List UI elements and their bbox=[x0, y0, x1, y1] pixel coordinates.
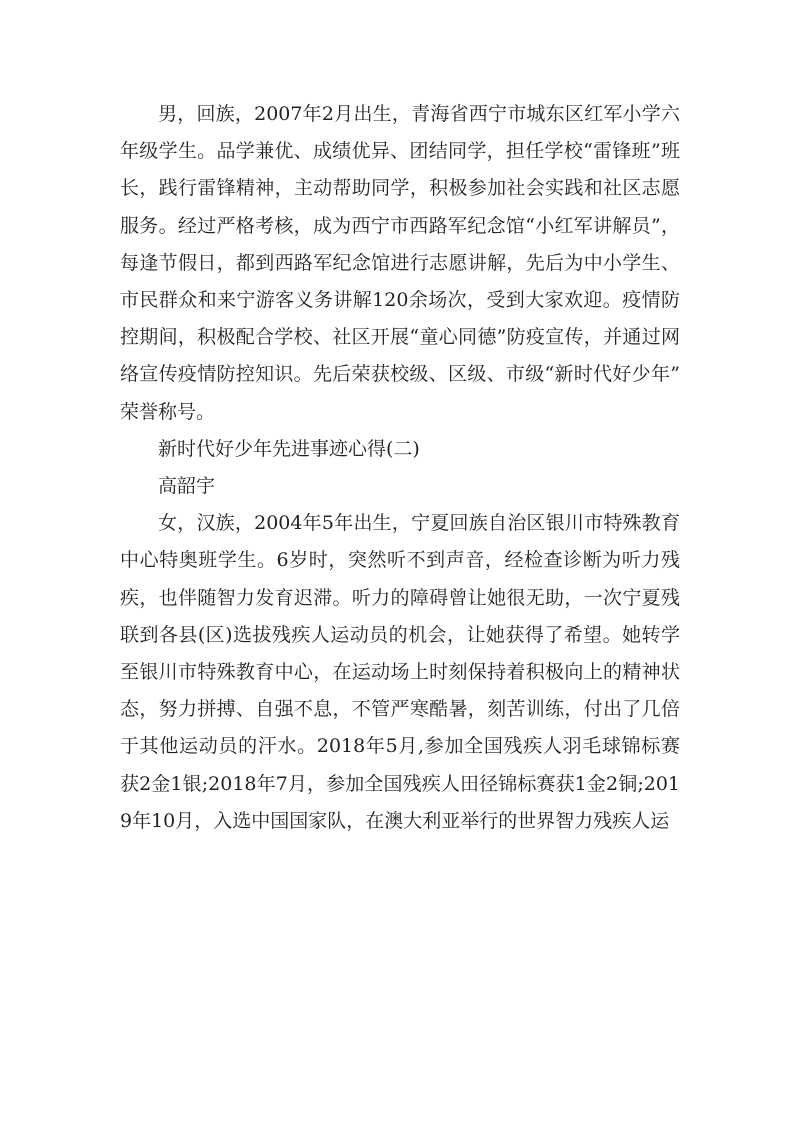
paragraph-biography-1: 男，回族，2007年2月出生，青海省西宁市城东区红军小学六年级学生。品学兼优、成绩优异、团结同学，担任学校“雷锋班”班长，践行雷锋精神，主动帮助同学，积极参加社会实践和社区志愿服务。经过严格考核，成为西宁市西路军纪念馆“小红军讲解员”，每逢节假日，都到西路军纪念馆进行志愿讲解，先后为中小学生、市民群众和来宁游客义务讲解120余场次，受到大家欢迎。疫情防控期间，积极配合学校、社区开展“童心同德”防疫宣传，并通过网络宣传疫情防控知识。先后荣获校级、区级、市级“新时代好少年”荣誉称号。 bbox=[120, 103, 680, 423]
person-name: 高韶宇 bbox=[158, 475, 216, 498]
section-heading: 新时代好少年先进事迹心得(二) bbox=[158, 437, 420, 460]
document-body bbox=[120, 96, 680, 840]
paragraph-biography-2: 女，汉族，2004年5年出生，宁夏回族自治区银川市特殊教育中心特奥班学生。6岁时，突然听不到声音，经检查诊断为听力残疾，也伴随智力发育迟滞。听力的障碍曾让她很无助，一次宁夏残联到各县(区)选拔残疾人运动员的机会，让她获得了希望。她转学至银川市特殊教育中心，在运动场上时刻保持着积极向上的精神状态，努力拼搏、自强不息，不管严寒酷暑，刻苦训练，付出了几倍于其他运动员的汗水。2018年5月,参加全国残疾人羽毛球锦标赛获2金1银;2018年7月，参加全国残疾人田径锦标赛获1金2铜;2019年10月，入选中国国家队，在澳大利亚举行的世界智力残疾人运 bbox=[120, 512, 680, 832]
